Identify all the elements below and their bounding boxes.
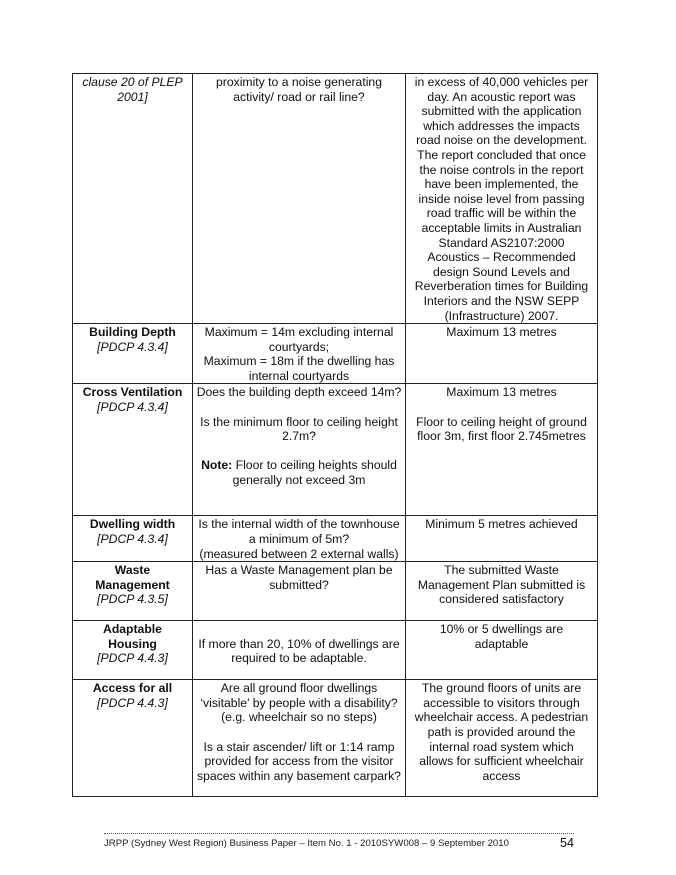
requirement-text: Is a stair ascender/ lift or 1:14 ramp: [203, 739, 395, 754]
control-heading: Management: [95, 577, 170, 592]
requirement-text: If more than 20, 10% of dwellings are: [198, 636, 400, 651]
table-row: [73, 324, 598, 384]
spacer: [195, 622, 403, 637]
requirement-text: required to be adaptable.: [231, 651, 367, 666]
requirement-cell: [193, 680, 406, 797]
requirement-text: proximity to a noise generating: [216, 75, 382, 89]
proposal-cell: [406, 621, 598, 680]
proposal-text: Floor to ceiling height of ground: [416, 414, 587, 429]
control-cell: [73, 516, 193, 562]
proposal-cell: [406, 384, 598, 516]
control-reference: [PDCP 4.3.4]: [97, 339, 168, 354]
requirement-text: spaces within any basement carpark?: [197, 768, 401, 783]
spacer: [408, 400, 595, 415]
proposal-text: Management Plan submitted is: [417, 577, 586, 592]
table-row: [73, 562, 598, 621]
requirement-text: submitted?: [269, 577, 329, 592]
requirement-text: (e.g. wheelchair so no steps): [221, 710, 377, 725]
requirement-text: activity/ road or rail line?: [233, 89, 365, 104]
proposal-text: (Infrastructure) 2007.: [444, 308, 559, 323]
requirement-cell: [193, 621, 406, 680]
requirement-text: courtyards;: [268, 339, 330, 354]
proposal-text: Interiors and the NSW SEPP: [423, 293, 580, 308]
table-row: [73, 384, 598, 516]
requirement-text: Maximum = 14m excluding internal: [204, 325, 394, 340]
proposal-text: The report concluded that once: [417, 147, 586, 162]
proposal-text: internal road system which: [429, 739, 574, 754]
control-reference: clause 20 of PLEP: [82, 75, 183, 89]
proposal-cell: [406, 680, 598, 797]
note-label: Note:: [201, 458, 233, 473]
control-cell: [73, 74, 193, 324]
control-cell: [73, 324, 193, 384]
proposal-text: The submitted Waste: [444, 563, 559, 578]
control-cell: [73, 621, 193, 680]
proposal-cell: [406, 74, 598, 324]
requirement-text: Has a Waste Management plan be: [205, 563, 393, 578]
proposal-text: access: [482, 768, 521, 783]
spacer: [195, 444, 403, 459]
control-cell: [73, 384, 193, 516]
control-heading: Building Depth: [89, 325, 176, 340]
proposal-text: Standard AS2107:2000: [438, 235, 565, 250]
requirement-text: Are all ground floor dwellings: [220, 681, 378, 696]
proposal-text: day. An acoustic report was: [427, 89, 576, 104]
control-reference: 2001]: [117, 89, 148, 104]
footer-divider: [104, 833, 574, 834]
control-reference: [PDCP 4.4.3]: [97, 695, 168, 710]
proposal-text: the noise controls in the report: [419, 162, 584, 177]
proposal-text: accessible to visitors through: [423, 695, 580, 710]
requirement-text: Maximum = 18m if the dwelling has: [203, 354, 395, 369]
proposal-text: considered satisfactory: [439, 592, 564, 607]
requirement-text: Is the internal width of the townhouse: [198, 517, 400, 532]
requirement-text: (measured between 2 external walls): [199, 546, 399, 561]
proposal-text: wheelchair access. A pedestrian: [414, 710, 589, 725]
proposal-text: Maximum 13 metres: [446, 325, 557, 340]
proposal-text: floor 3m, first floor 2.745metres: [417, 429, 586, 444]
requirement-text: 2.7m?: [282, 429, 316, 444]
control-reference: [PDCP 4.3.4]: [97, 532, 168, 547]
table-row: [73, 680, 598, 797]
spacer: [195, 400, 403, 415]
proposal-text: Minimum 5 metres achieved: [425, 517, 578, 532]
table-row: [73, 74, 598, 324]
control-reference: [PDCP 4.3.5]: [97, 592, 168, 607]
requirement-cell: [193, 324, 406, 384]
note-text: [195, 458, 403, 473]
note-body: Floor to ceiling heights should: [232, 458, 397, 473]
proposal-cell: [406, 562, 598, 621]
proposal-text: in excess of 40,000 vehicles per: [414, 75, 589, 89]
requirement-text: internal courtyards: [248, 368, 350, 383]
control-cell: [73, 562, 193, 621]
proposal-text: 10% or 5 dwellings are: [439, 622, 564, 637]
control-heading: Waste: [114, 563, 151, 578]
spacer: [195, 725, 403, 740]
control-cell: [73, 680, 193, 797]
proposal-text: design Sound Levels and: [433, 264, 570, 279]
requirement-cell: [193, 562, 406, 621]
requirement-text: Does the building depth exceed 14m?: [196, 385, 402, 400]
proposal-text: road noise on the development.: [416, 133, 587, 148]
footer-text: JRPP (Sydney West Region) Business Paper – Item No. 1 - 2010SYW008 – 9 September 2010: [104, 838, 509, 849]
table-row: [73, 516, 598, 562]
proposal-text: have been implemented, the: [424, 177, 579, 192]
proposal-text: which addresses the impacts: [423, 118, 580, 133]
requirement-cell: [193, 384, 406, 516]
control-heading: Adaptable: [103, 622, 162, 637]
requirement-cell: [193, 516, 406, 562]
proposal-text: The ground floors of units are: [421, 681, 582, 696]
control-reference: [PDCP 4.4.3]: [97, 651, 168, 666]
control-heading: Dwelling width: [89, 517, 176, 532]
proposal-cell: [406, 516, 598, 562]
proposal-text: Reverberation times for Building: [414, 279, 589, 294]
proposal-text: path is provided around the: [427, 725, 576, 740]
proposal-text: adaptable: [474, 636, 529, 651]
requirement-cell: [193, 74, 406, 324]
page-number: 54: [560, 836, 574, 850]
compliance-table: [72, 73, 598, 797]
requirement-text: ‘visitable’ by people with a disability?: [200, 695, 398, 710]
proposal-text: submitted with the application: [421, 104, 582, 119]
requirement-text: Is the minimum floor to ceiling height: [200, 414, 398, 429]
control-heading: Cross Ventilation: [82, 385, 183, 400]
proposal-text: Acoustics – Recommended: [427, 250, 576, 265]
proposal-text: allows for sufficient wheelchair: [419, 754, 584, 769]
control-heading: Access for all: [92, 681, 173, 696]
proposal-text: inside noise level from passing: [418, 191, 585, 206]
proposal-cell: [406, 324, 598, 384]
control-reference: [PDCP 4.3.4]: [97, 400, 168, 415]
requirement-text: provided for access from the visitor: [204, 754, 394, 769]
proposal-text: Maximum 13 metres: [446, 385, 557, 400]
control-heading: Housing: [108, 636, 157, 651]
proposal-text: road traffic will be within the: [426, 206, 577, 221]
note-text: generally not exceed 3m: [232, 473, 366, 488]
requirement-text: a minimum of 5m?: [248, 532, 350, 547]
proposal-text: acceptable limits in Australian: [421, 220, 582, 235]
table-row: [73, 621, 598, 680]
